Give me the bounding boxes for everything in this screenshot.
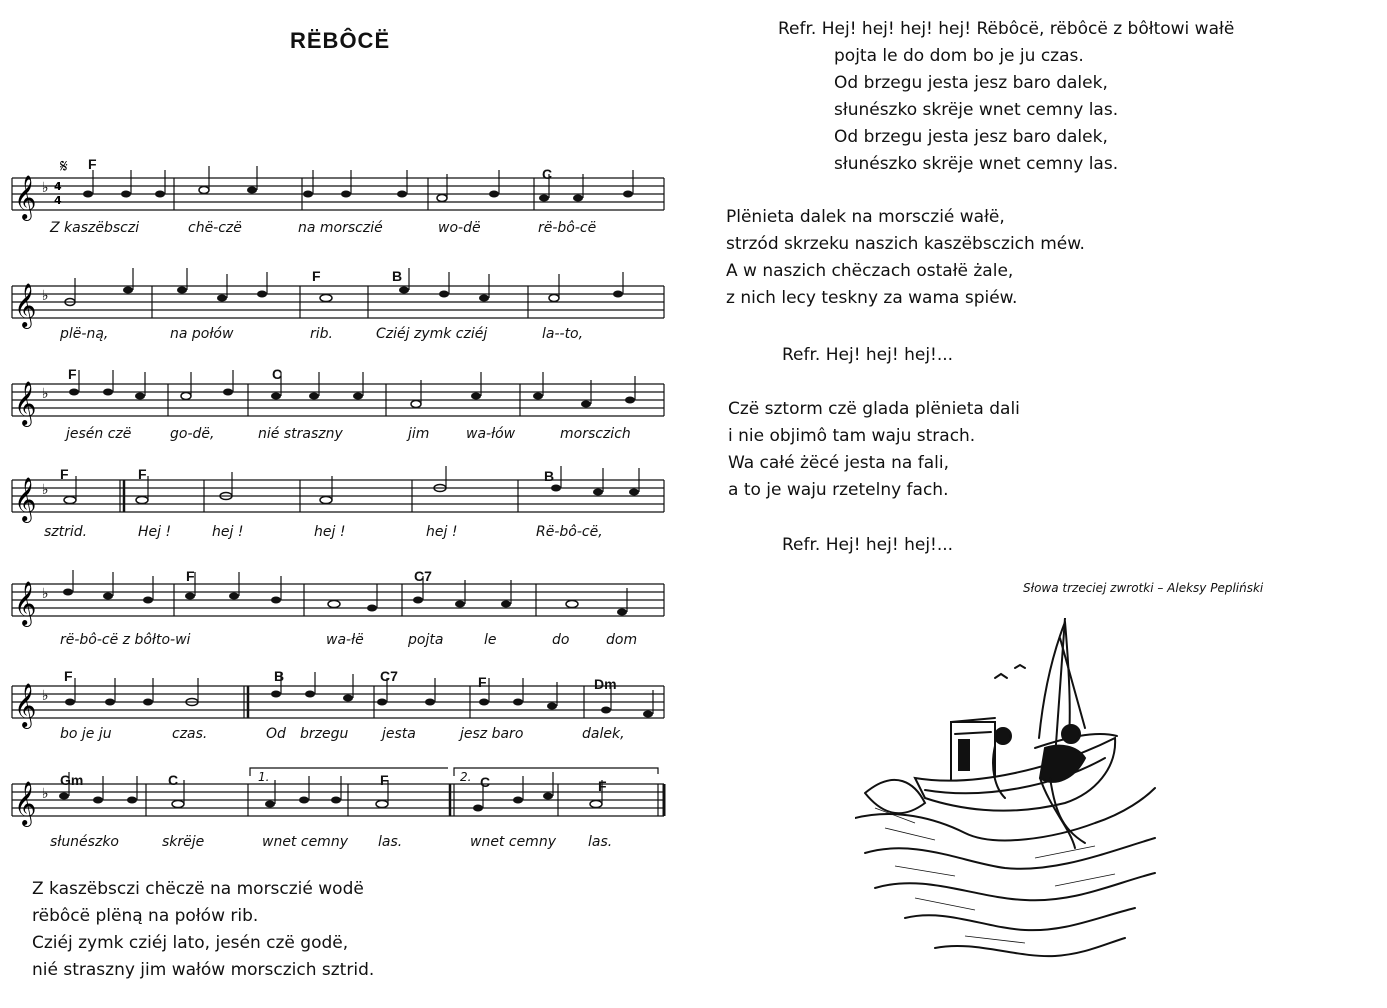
lyric: jesz baro [460,726,524,742]
staff-lines [8,766,668,836]
lyric: la--to, [542,326,584,342]
lyric: sztrid. [44,524,88,540]
svg-text:♭: ♭ [42,482,49,498]
verse-line: strzód skrzeku naszich kaszëbsczich méw. [726,234,1085,254]
svg-text:𝄞: 𝄞 [14,781,37,825]
chord: F [312,268,321,284]
verse-line: i nie objimô tam waju strach. [728,426,976,446]
lyric: wa-łów [466,426,516,442]
lyric: wo-dë [438,220,481,236]
lyric: wnet cemny [262,834,348,850]
chord: F [68,366,77,382]
svg-text:𝄞: 𝄞 [14,581,37,625]
verse-line: Z kaszëbsczi chëczë na morsczié wodë [32,879,364,899]
music-staff-row-7 [8,766,668,876]
chord: F [598,778,607,794]
chord: F [60,466,69,482]
lyric: morsczich [560,426,631,442]
staff-lines [8,566,668,636]
lyric: wa-łë [326,632,364,648]
verse-line: rëbôcë plëną na połów rib. [32,906,259,926]
verse-2 [726,204,1085,312]
boat-drawing [855,618,1165,978]
refrain-first-line [778,16,1234,43]
chord: F [380,772,389,788]
lyric: rib. [310,326,333,342]
svg-text:𝄞: 𝄞 [14,175,37,219]
chord: F [478,674,487,690]
lyric: brzegu [300,726,349,742]
chord: C [542,166,553,182]
svg-text:𝄞: 𝄞 [14,683,37,727]
chord: F [186,568,195,584]
svg-text:♭: ♭ [42,180,49,196]
lyric: hej ! [212,524,244,540]
lyric: na połów [170,326,234,342]
lyric: las. [378,834,403,850]
lyric: rë-bô-cë [538,220,597,236]
refrain-line: Od brzegu jesta jesz baro dalek, [834,127,1108,147]
lyric: skrëje [162,834,205,850]
verse-1 [32,876,374,984]
svg-text:4: 4 [54,180,62,193]
song-title: RËBÔCË [290,28,391,53]
verse-line: Czë sztorm czë glada plënieta dali [728,399,1020,419]
svg-text:𝄞: 𝄞 [14,381,37,425]
svg-text:♭: ♭ [42,586,49,602]
verse-3 [728,396,1020,504]
chord: B [544,468,555,484]
lyric: wnet cemny [470,834,556,850]
refrain-label: Refr. [778,19,817,39]
lyric: las. [588,834,613,850]
svg-text:𝄞: 𝄞 [14,283,37,327]
chord: F [138,466,147,482]
lyric: plë-ną, [60,326,109,342]
staff-lines [8,462,668,532]
verse-line: a to je waju rzetelny fach. [728,480,949,500]
lyric: Rë-bô-cë, [536,524,603,540]
chord: F [64,668,73,684]
lyric: pojta [408,632,444,648]
lyric: jesta [382,726,416,742]
lyric: Od [266,726,286,742]
chord: C [272,366,283,382]
music-staff-row-6 [8,668,668,778]
lyric: hej ! [426,524,458,540]
chord: C [480,774,491,790]
svg-text:♭: ♭ [42,786,49,802]
verse-line: Cziéj zymk cziéj lato, jesén czë godë, [32,933,349,953]
svg-text:𝄋: 𝄋 [60,156,68,177]
svg-text:4: 4 [54,194,62,207]
refrain-short-2: Refr. Hej! hej! hej!... [782,535,954,555]
verse-line: A w naszich chëczach ostałë żale, [726,261,1014,281]
refrain-line: Od brzegu jesta jesz baro dalek, [834,73,1108,93]
lyric: bo je ju [60,726,112,742]
chord: B [392,268,403,284]
lyric: nié straszny [258,426,343,442]
music-staff-row-5 [8,566,668,676]
music-staff-row-4 [8,462,668,572]
music-staff-row-2 [8,268,668,378]
svg-text:♭: ♭ [42,288,49,304]
chord: Dm [594,676,617,692]
music-staff-row-1 [8,156,668,270]
fishing-boat-illustration [855,618,1165,978]
lyric: jim [408,426,430,442]
chord: C7 [380,668,398,684]
lyric: rë-bô-cë z bôłto-wi [60,632,191,648]
refrain-short-1: Refr. Hej! hej! hej!... [782,345,954,365]
chord: C [168,772,179,788]
lyric: na morsczié [298,220,383,236]
verse-line: nié straszny jim wałów morsczich sztrid. [32,960,375,980]
volta-label: 1. [258,770,270,784]
svg-text:♭: ♭ [42,386,49,402]
lyric: Z kaszëbsczi [50,220,140,236]
verse-line: Wa całé żëcé jesta na fali, [728,453,949,473]
verse-line: z nich lecy teskny za wama spiéw. [726,288,1018,308]
music-staff-row-3 [8,366,668,476]
chord: F [88,156,97,172]
lyric: hej ! [314,524,346,540]
chord: Gm [60,772,84,788]
svg-text:♭: ♭ [42,688,49,704]
chord: C7 [414,568,432,584]
lyric: le [484,632,497,648]
refrain-line: pojta le do dom bo je ju czas. [834,46,1084,66]
refrain-text: Hej! hej! hej! hej! Rëbôcë, rëbôcë z bôłtowi wałë [821,19,1235,39]
lyric: Cziéj zymk cziéj [376,326,488,342]
refrain-line: słunészko skrëje wnet cemny las. [834,100,1119,120]
refrain [778,16,1234,178]
lyric: dom [606,632,638,648]
svg-text:𝄞: 𝄞 [14,477,37,521]
lyric: Hej ! [138,524,172,540]
lyric: do [552,632,570,648]
refrain-line: słunészko skrëje wnet cemny las. [834,154,1119,174]
lyric: czas. [172,726,208,742]
lyric: słunészko [50,834,119,850]
lyric: dalek, [582,726,625,742]
lyrics-credit: Słowa trzeciej zwrotki – Aleksy Pepliński [1023,581,1264,595]
verse-line: Plënieta dalek na morsczié wałë, [726,207,1005,227]
chord: B [274,668,285,684]
lyric: chë-czë [188,220,242,236]
lyric: jesén czë [66,426,132,442]
volta-label: 2. [460,770,472,784]
lyric: go-dë, [170,426,215,442]
